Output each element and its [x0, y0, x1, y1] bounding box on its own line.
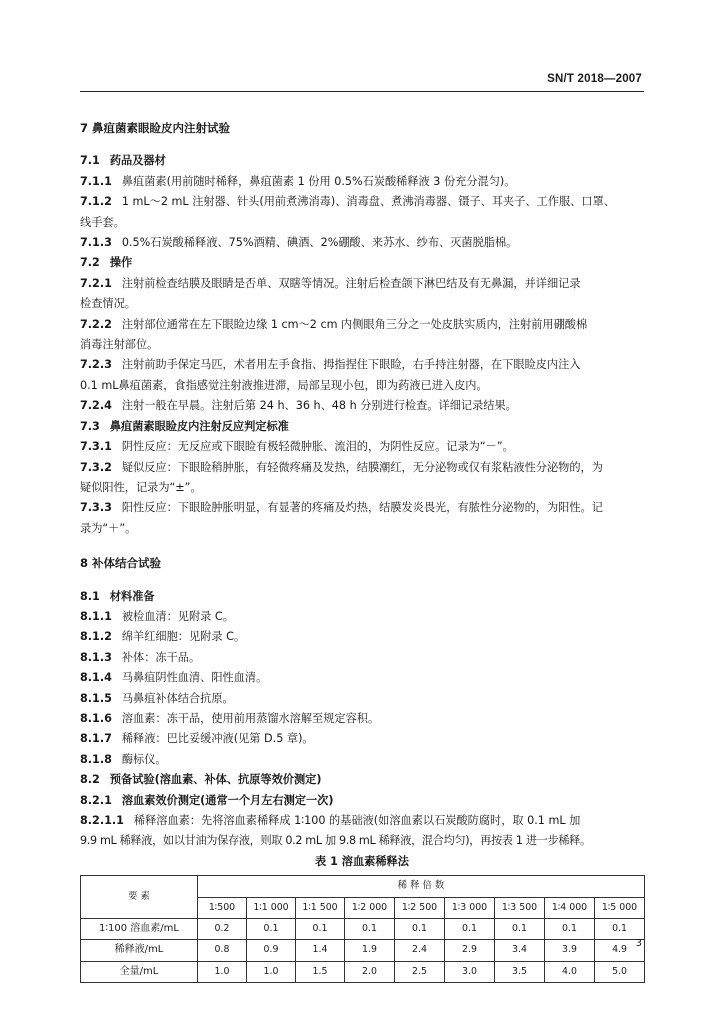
clause-7-3-1: 7.3.1 阴性反应：无反应或下眼睑有极轻微肿胀、流泪的，为阴性反应。记录为“－”。 — [80, 440, 514, 454]
table-cell: 0.1 — [595, 919, 645, 940]
clause-7-2-2: 7.2.2 注射部位通常在左下眼睑边缘 1 cm～2 cm 内侧眼角三分之一处皮肤实质内，注射前用硼酸棉 — [80, 317, 588, 331]
document-body — [80, 118, 644, 983]
clause-8-2-1-1-cont: 9.9 mL 稀释液，如以甘油为保存液，则取 0.2 mL 加 9.8 mL 稀释液，混合均匀)，再按表 1 进一步稀释。 — [80, 834, 591, 848]
table-cell: 0.1 — [445, 919, 495, 940]
clause-7-2-4: 7.2.4 注射一般在早晨。注射后第 24 h、36 h、48 h 分别进行检查。详细记录结果。 — [80, 399, 517, 413]
column-header: 1∶2 000 — [345, 897, 395, 918]
table-cell: 0.8 — [198, 940, 247, 961]
clause-7-2-3: 7.2.3 注射前助手保定马匹，术者用左手食指、拇指捏住下眼睑，右手持注射器，在下眼睑皮内注入 — [80, 358, 581, 372]
row-label: 全量/mL — [81, 961, 198, 982]
table-cell: 0.1 — [296, 919, 345, 940]
table-cell: 0.1 — [247, 919, 296, 940]
clause-8-2: 8.2 预备试验(溶血素、补体、抗原等效价测定) — [80, 773, 322, 787]
column-header: 1∶500 — [198, 897, 247, 918]
clause-7-2: 7.2 操作 — [80, 256, 133, 270]
hemolysin-dilution-table — [80, 875, 645, 983]
table-group-header: 稀 释 倍 数 — [198, 876, 645, 897]
table-row — [81, 940, 645, 961]
table-cell: 1.5 — [296, 961, 345, 982]
clause-7-3-2: 7.3.2 疑似反应：下眼睑稍肿胀，有轻微疼痛及发热，结膜潮红，无分泌物或仅有浆粘液性分泌物的，为 — [80, 460, 603, 474]
clause-7-3-2-cont: 疑似阳性，记录为“±”。 — [80, 480, 202, 494]
table-row — [81, 919, 645, 940]
clause-8-1-1: 8.1.1 被检血清：见附录 C。 — [80, 609, 234, 623]
clause-8-1-6: 8.1.6 溶血素：冻干品，使用前用蒸馏水溶解至规定容积。 — [80, 711, 380, 725]
clause-8-1-3: 8.1.3 补体：冻干品。 — [80, 650, 201, 664]
clause-7-1-2-cont: 线手套。 — [80, 215, 125, 229]
clause-7-3-3-cont: 录为“＋”。 — [80, 521, 137, 535]
header-divider — [80, 91, 644, 92]
table-cell: 0.2 — [198, 919, 247, 940]
table-cell: 5.0 — [595, 961, 645, 982]
table-cell: 0.1 — [345, 919, 395, 940]
table-cell: 1.0 — [198, 961, 247, 982]
table-cell: 0.1 — [395, 919, 445, 940]
table-cell: 1.4 — [296, 940, 345, 961]
clause-8-1-8: 8.1.8 酶标仪。 — [80, 752, 167, 766]
column-header: 1∶1 000 — [247, 897, 296, 918]
table-corner-header: 要 素 — [81, 876, 198, 919]
column-header: 1∶3 500 — [495, 897, 545, 918]
row-label: 1∶100 溶血素/mL — [81, 919, 198, 940]
clause-7-2-1-cont: 检查情况。 — [80, 297, 136, 311]
table-cell: 3.4 — [495, 940, 545, 961]
table-cell: 2.0 — [345, 961, 395, 982]
table-cell: 3.0 — [445, 961, 495, 982]
clause-8-1-5: 8.1.5 马鼻疽补体结合抗原。 — [80, 691, 234, 705]
column-header: 1∶4 000 — [545, 897, 595, 918]
section-7-heading: 7 鼻疽菌素眼睑皮内注射试验 — [80, 121, 231, 135]
table-cell: 2.9 — [445, 940, 495, 961]
page-number: 3 — [635, 938, 642, 949]
table-cell: 0.1 — [495, 919, 545, 940]
clause-7-1: 7.1 药品及器材 — [80, 154, 166, 168]
clause-7-2-1: 7.2.1 注射前检查结膜及眼睛是否单、双瞎等情况。注射后检查颌下淋巴结及有无鼻漏，并详细记录 — [80, 276, 581, 290]
row-label: 稀释液/mL — [81, 940, 198, 961]
table-1-title: 表 1 溶血素稀释法 — [315, 854, 409, 868]
table-cell: 4.9 — [595, 940, 645, 961]
clause-7-1-3: 7.1.3 0.5%石炭酸稀释液、75%酒精、碘酒、2%硼酸、来苏水、纱布、灭菌脱脂棉。 — [80, 236, 518, 250]
clause-7-2-3-cont: 0.1 mL鼻疽菌素，食指感觉注射液推进滞，局部呈现小包，即为药液已进入皮内。 — [80, 378, 488, 392]
column-header: 1∶2 500 — [395, 897, 445, 918]
table-cell: 0.9 — [247, 940, 296, 961]
table-cell: 3.5 — [495, 961, 545, 982]
clause-8-1: 8.1 材料准备 — [80, 589, 155, 603]
table-cell: 3.9 — [545, 940, 595, 961]
column-header: 1∶3 000 — [445, 897, 495, 918]
table-cell: 2.5 — [395, 961, 445, 982]
table-cell: 2.4 — [395, 940, 445, 961]
clause-8-1-2: 8.1.2 绵羊红细胞：见附录 C。 — [80, 630, 246, 644]
clause-7-1-1: 7.1.1 鼻疽菌素(用前随时稀释，鼻疽菌素 1 份用 0.5%石炭酸稀释液 3 份充分混匀)。 — [80, 174, 516, 188]
standard-code: SN/T 2018—2007 — [547, 73, 642, 85]
clause-7-2-2-cont: 消毒注射部位。 — [80, 338, 159, 352]
column-header: 1∶1 500 — [296, 897, 345, 918]
clause-7-1-2: 7.1.2 1 mL～2 mL 注射器、针头(用前煮沸消毒)、消毒盘、煮沸消毒器、镊子、耳夹子、工作服、口罩、 — [80, 195, 615, 209]
clause-7-3-3: 7.3.3 阳性反应：下眼睑肿胀明显，有显著的疼痛及灼热，结膜发炎畏光，有脓性分泌物的，为阳性。记 — [80, 501, 603, 515]
column-header: 1∶5 000 — [595, 897, 645, 918]
table-row — [81, 961, 645, 982]
clause-8-1-7: 8.1.7 稀释液：巴比妥缓冲液(见第 D.5 章)。 — [80, 732, 314, 746]
clause-7-3: 7.3 鼻疽菌素眼睑皮内注射反应判定标准 — [80, 419, 289, 433]
section-8-heading: 8 补体结合试验 — [80, 556, 162, 571]
table-cell: 0.1 — [545, 919, 595, 940]
clause-8-2-1: 8.2.1 溶血素效价测定(通常一个月左右测定一次) — [80, 793, 334, 807]
table-cell: 1.0 — [247, 961, 296, 982]
clause-8-1-4: 8.1.4 马鼻疽阴性血清、阳性血清。 — [80, 671, 268, 685]
clause-8-2-1-1: 8.2.1.1 稀释溶血素：先将溶血素稀释成 1∶100 的基础液(如溶血素以石炭酸防腐时，取 0.1 mL 加 — [80, 814, 581, 827]
table-cell: 4.0 — [545, 961, 595, 982]
table-cell: 1.9 — [345, 940, 395, 961]
